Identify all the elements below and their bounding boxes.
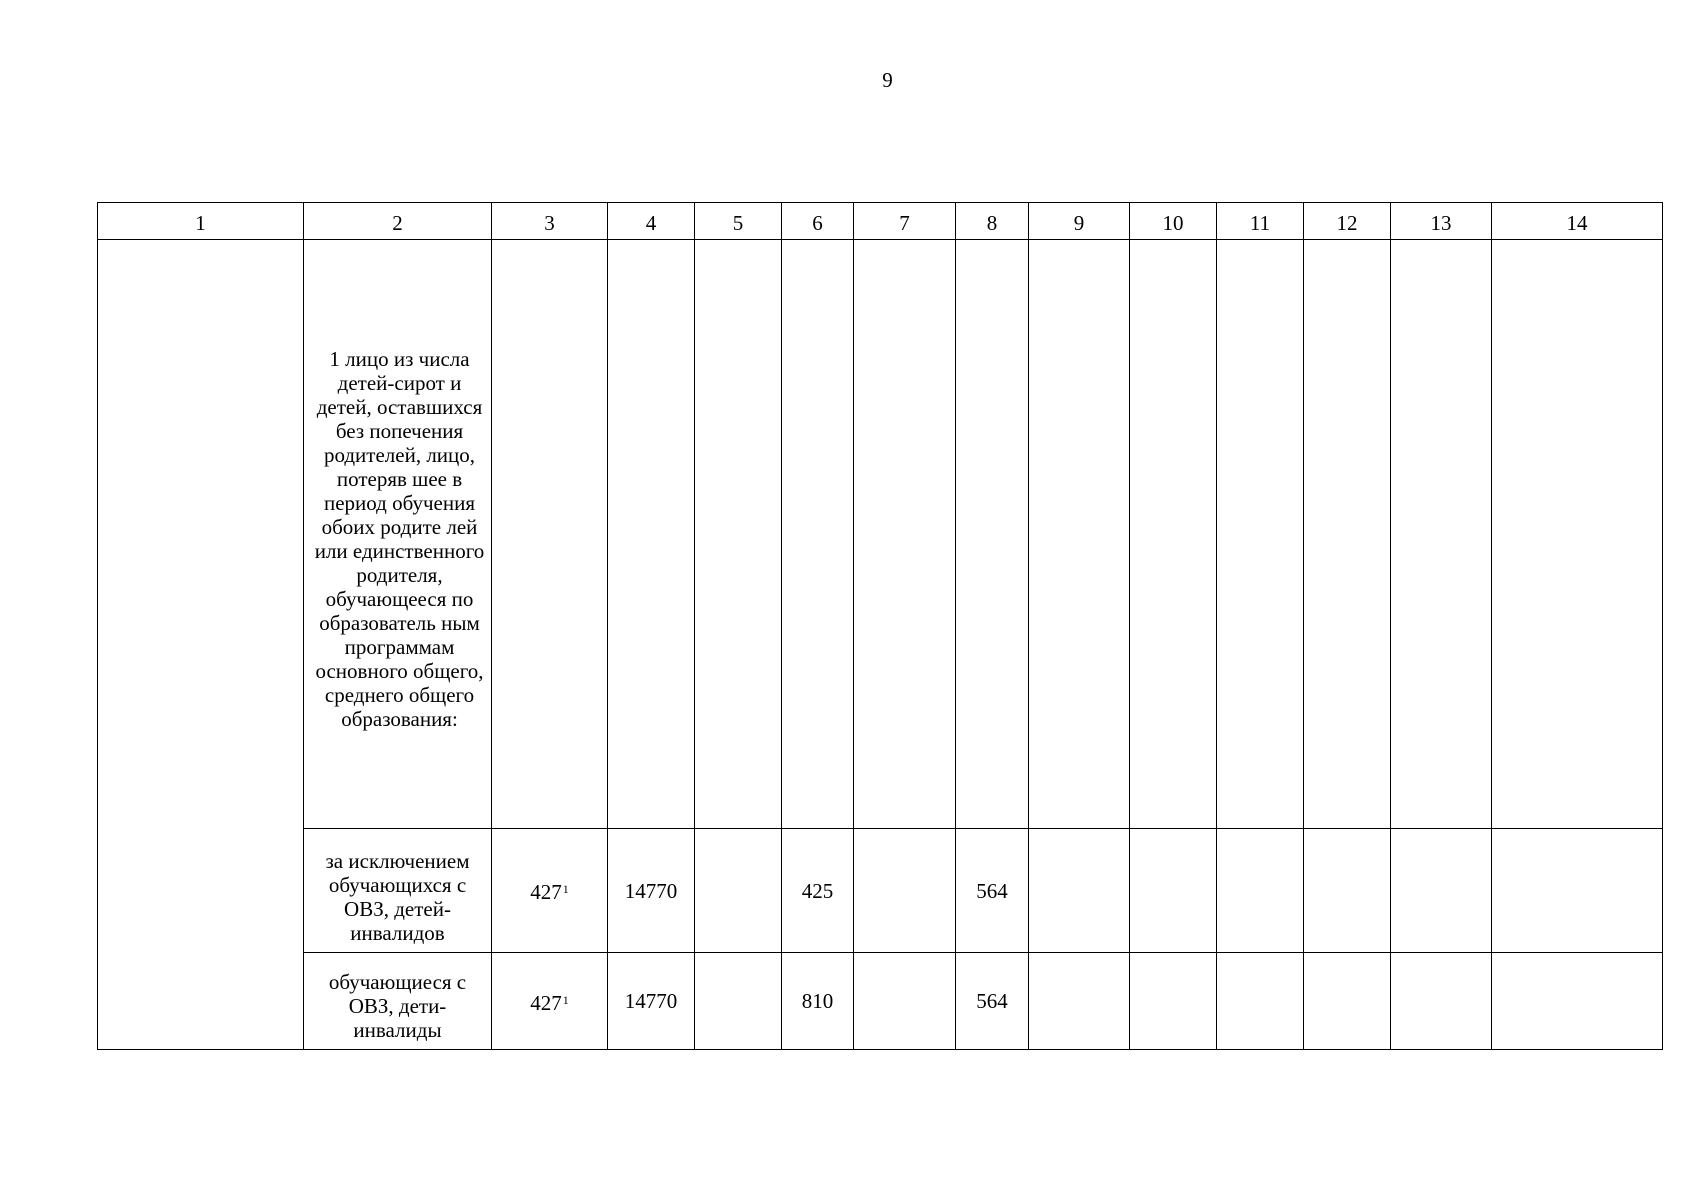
table-cell <box>1492 240 1663 829</box>
table-cell <box>1130 829 1217 953</box>
column-header: 12 <box>1304 203 1391 240</box>
column-header: 7 <box>854 203 956 240</box>
table-cell <box>1217 953 1304 1050</box>
table-cell <box>492 829 608 953</box>
table-cell <box>1029 240 1130 829</box>
table-cell <box>1304 953 1391 1050</box>
column-header: 13 <box>1391 203 1492 240</box>
table-cell <box>1492 953 1663 1050</box>
table-cell: 14770 <box>608 953 695 1050</box>
column-header: 8 <box>956 203 1029 240</box>
column-header: 14 <box>1492 203 1663 240</box>
table-cell <box>1391 829 1492 953</box>
table-cell <box>1217 829 1304 953</box>
table-cell: 14770 <box>608 829 695 953</box>
table-cell <box>695 953 782 1050</box>
table-cell <box>1304 829 1391 953</box>
table-cell <box>854 829 956 953</box>
table-cell <box>1029 953 1130 1050</box>
footnote-marker: 1 <box>562 882 569 896</box>
column-header: 1 <box>98 203 304 240</box>
table-cell <box>695 829 782 953</box>
column-header: 10 <box>1130 203 1217 240</box>
table-cell <box>695 240 782 829</box>
category-description: 1 лицо из числа детей-сирот и детей, оставшихся без попечения родителей, лицо, потеряв шее в период обучения обоих родите лей или единственного родителя, обучающееся по образователь ным программам основного общего, среднего общего образования: <box>304 240 492 829</box>
table-cell: 564 <box>956 953 1029 1050</box>
table-cell <box>1304 240 1391 829</box>
cell-value: 427 <box>530 880 562 904</box>
table-cell <box>1130 953 1217 1050</box>
page-number: 9 <box>882 68 893 92</box>
table-cell <box>854 953 956 1050</box>
table-cell <box>854 240 956 829</box>
table-row <box>98 953 1663 1050</box>
table-cell <box>1029 829 1130 953</box>
table-cell <box>1492 829 1663 953</box>
column-header: 2 <box>304 203 492 240</box>
column-header: 9 <box>1029 203 1130 240</box>
table-cell <box>956 240 1029 829</box>
table-cell <box>492 953 608 1050</box>
column-header: 4 <box>608 203 695 240</box>
table-cell: 810 <box>782 953 854 1050</box>
column-header: 11 <box>1217 203 1304 240</box>
table-cell: 564 <box>956 829 1029 953</box>
table-cell <box>492 240 608 829</box>
table-cell <box>1391 240 1492 829</box>
subcategory-description: обучающиеся с ОВЗ, дети-инвалиды <box>304 953 492 1050</box>
table-cell <box>1130 240 1217 829</box>
column-header: 5 <box>695 203 782 240</box>
data-table <box>97 202 1663 1050</box>
table-cell: 425 <box>782 829 854 953</box>
column-header: 3 <box>492 203 608 240</box>
header-row <box>98 203 1663 240</box>
table-cell <box>782 240 854 829</box>
table-row <box>98 240 1663 829</box>
subcategory-description: за исключением обучающихся с ОВЗ, детей-инвалидов <box>304 829 492 953</box>
table-cell <box>1391 953 1492 1050</box>
table-cell <box>608 240 695 829</box>
table-row <box>98 829 1663 953</box>
cell-value: 427 <box>530 990 562 1015</box>
footnote-marker: 1 <box>562 992 569 1007</box>
table-cell <box>98 240 304 1050</box>
table-cell <box>1217 240 1304 829</box>
column-header: 6 <box>782 203 854 240</box>
